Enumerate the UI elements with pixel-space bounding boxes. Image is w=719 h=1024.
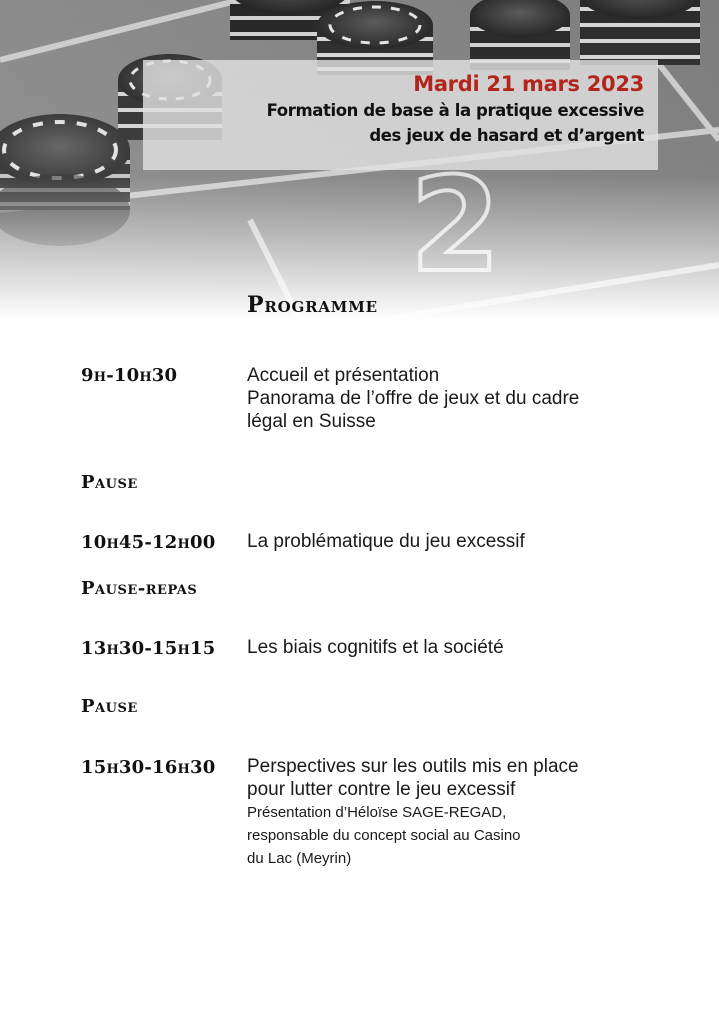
session-description [247, 755, 647, 870]
break-label: Pause [81, 472, 138, 493]
session-detail: Présentation d’Héloïse SAGE-REGAD, [247, 804, 507, 821]
event-header [143, 60, 658, 170]
session-line: Les biais cognitifs et la société [247, 637, 504, 658]
session-description [247, 636, 647, 659]
session-line: légal en Suisse [247, 411, 376, 432]
session-time: 10h45-12h00 [81, 532, 216, 553]
programme-heading: Programme [247, 292, 378, 318]
session-line: Perspectives sur les outils mis en place [247, 756, 579, 777]
session-line: La problématique du jeu excessif [247, 531, 525, 552]
break-label: Pause [81, 696, 138, 717]
session-detail: du Lac (Meyrin) [247, 850, 352, 867]
event-title-line-1: Formation de base à la pratique excessive [266, 101, 644, 120]
session-line: Panorama de l’offre de jeux et du cadre [247, 388, 580, 409]
event-date: Mardi 21 mars 2023 [413, 72, 644, 96]
session-time: 9h-10h30 [81, 365, 178, 386]
session-line: Accueil et présentation [247, 365, 440, 386]
session-detail: responsable du concept social au Casino [247, 827, 521, 844]
session-time: 15h30-16h30 [81, 757, 216, 778]
break-label: Pause-repas [81, 578, 198, 599]
session-line: pour lutter contre le jeu excessif [247, 779, 516, 800]
event-title-line-2: des jeux de hasard et d’argent [369, 126, 644, 145]
session-time: 13h30-15h15 [81, 638, 216, 659]
session-description [247, 364, 647, 433]
session-description [247, 530, 647, 553]
